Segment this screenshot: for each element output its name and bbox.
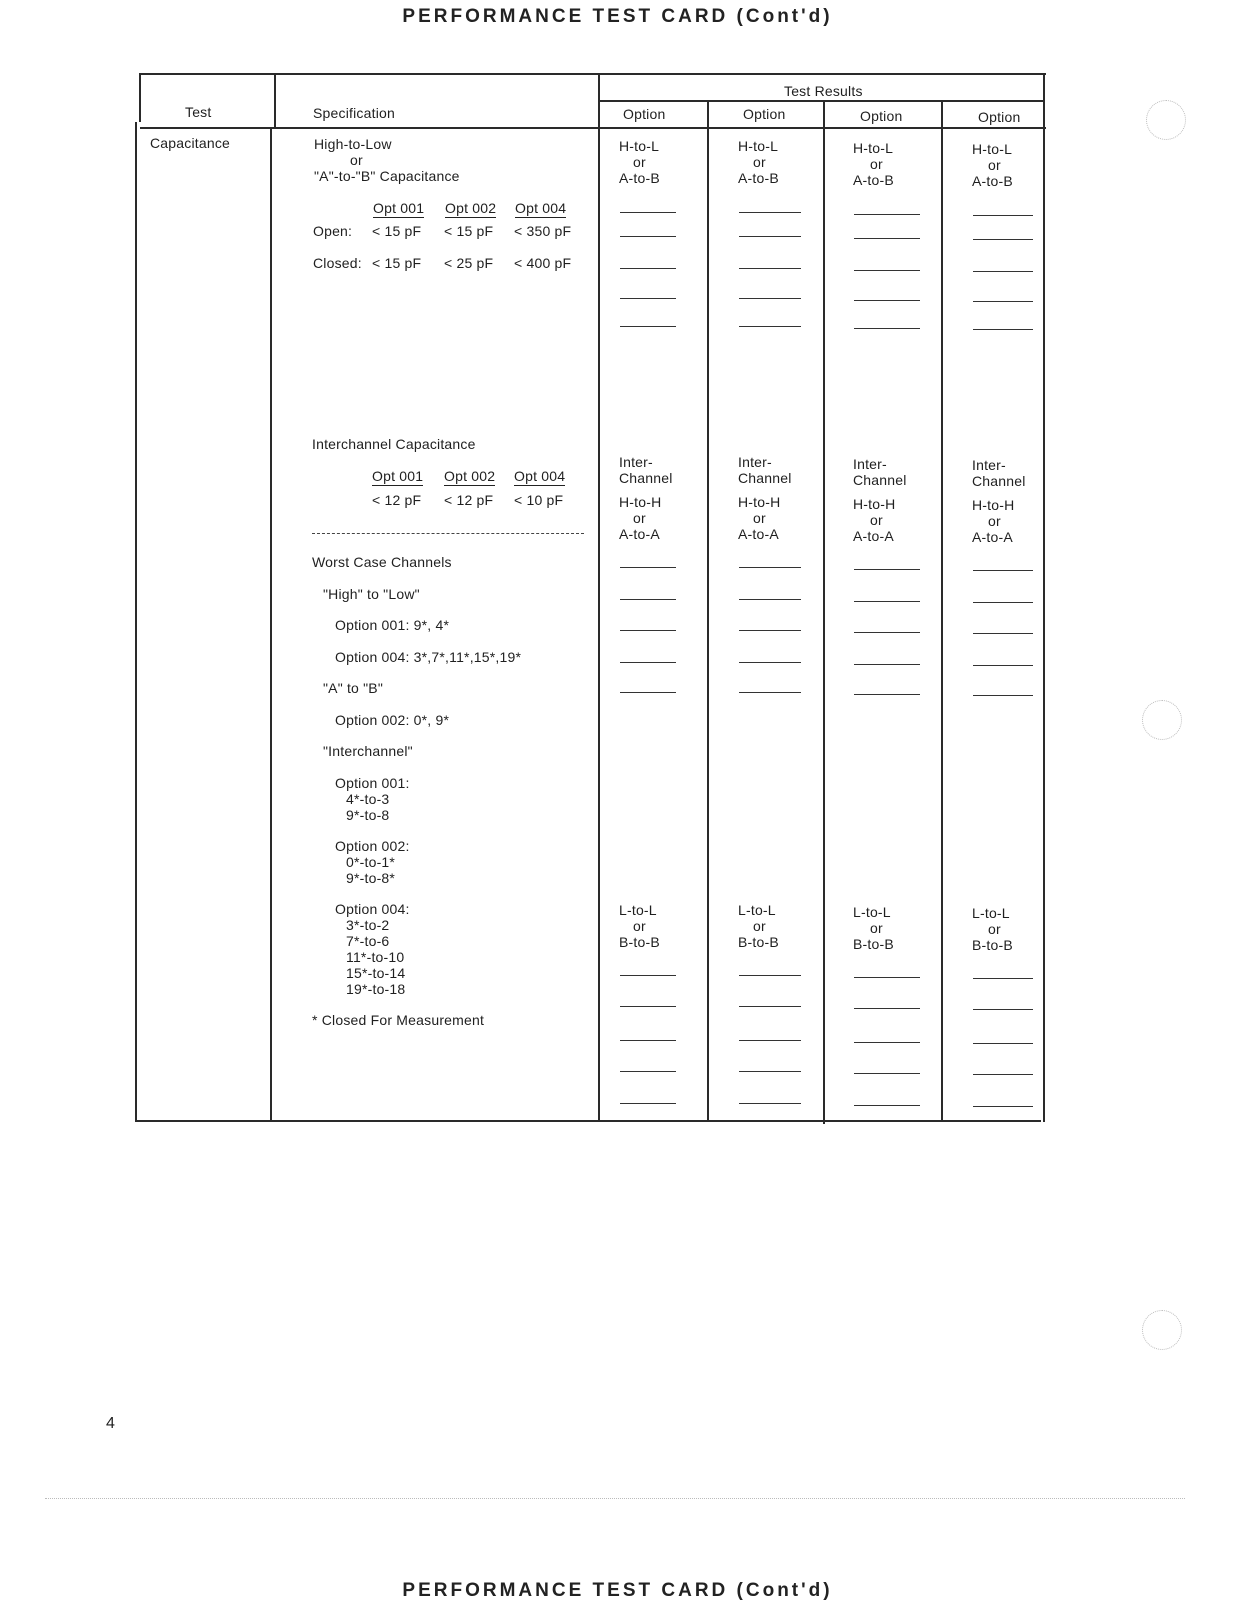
wc-ic-opt004-title: Option 004: xyxy=(335,901,410,917)
result-blank xyxy=(854,270,920,271)
wc-ic-opt004-line: 15*-to-14 xyxy=(346,965,406,981)
result-label-ll: B-to-B xyxy=(738,934,779,950)
hl-open-value-2: < 15 pF xyxy=(444,223,494,239)
result-label-hh: or xyxy=(988,513,1001,529)
result-blank xyxy=(973,665,1033,666)
result-label-hh: A-to-A xyxy=(853,528,894,544)
ic-value-3: < 10 pF xyxy=(514,492,564,508)
result-label-interchannel: Channel xyxy=(738,470,792,486)
result-blank xyxy=(739,630,801,631)
result-label-hh: A-to-A xyxy=(972,529,1013,545)
hl-closed-value-1: < 15 pF xyxy=(372,255,422,271)
result-label-hl: or xyxy=(633,154,646,170)
result-blank xyxy=(854,328,920,329)
ic-opt-header-1: Opt 001 xyxy=(372,468,424,484)
result-blank xyxy=(973,633,1033,634)
hl-title-3: "A"-to-"B" Capacitance xyxy=(314,168,460,184)
wc-opt001: Option 001: 9*, 4* xyxy=(335,617,450,633)
result-blank xyxy=(854,1073,920,1074)
result-blank xyxy=(854,214,920,215)
result-blank xyxy=(739,975,801,976)
hl-title-1: High-to-Low xyxy=(314,136,392,152)
result-blank xyxy=(620,975,676,976)
result-blank xyxy=(739,268,801,269)
wc-title: Worst Case Channels xyxy=(312,554,452,570)
result-blank xyxy=(739,599,801,600)
result-blank xyxy=(973,215,1033,216)
result-blank xyxy=(620,692,676,693)
result-label-hl: or xyxy=(988,157,1001,173)
result-label-ll: L-to-L xyxy=(619,902,657,918)
wc-a-to-b: "A" to "B" xyxy=(323,680,384,696)
result-blank xyxy=(739,692,801,693)
result-label-hl: H-to-L xyxy=(972,141,1013,157)
result-label-hh: H-to-H xyxy=(738,494,781,510)
result-label-interchannel: Channel xyxy=(619,470,673,486)
result-blank xyxy=(973,1043,1033,1044)
result-label-interchannel: Channel xyxy=(972,473,1026,489)
result-label-interchannel: Channel xyxy=(853,472,907,488)
hl-opt-header-1: Opt 001 xyxy=(373,200,425,216)
result-blank xyxy=(739,236,801,237)
wc-ic-opt002-title: Option 002: xyxy=(335,838,410,854)
result-label-hl: H-to-L xyxy=(738,138,779,154)
wc-ic-opt004-line: 3*-to-2 xyxy=(346,917,390,933)
wc-opt004: Option 004: 3*,7*,11*,15*,19* xyxy=(335,649,522,665)
hl-open-value-3: < 350 pF xyxy=(514,223,572,239)
result-label-hh: A-to-A xyxy=(738,526,779,542)
hl-open-value-1: < 15 pF xyxy=(372,223,422,239)
result-label-interchannel: Inter- xyxy=(619,454,653,470)
wc-opt002: Option 002: 0*, 9* xyxy=(335,712,450,728)
spec-divider xyxy=(312,533,584,534)
result-label-hh: H-to-H xyxy=(619,494,662,510)
header-option-1: Option xyxy=(623,106,666,122)
hl-opt-header-3: Opt 004 xyxy=(515,200,567,216)
hl-open-label: Open: xyxy=(313,223,353,239)
result-label-hl: A-to-B xyxy=(853,172,894,188)
header-specification: Specification xyxy=(313,105,395,121)
header-option-3: Option xyxy=(860,108,903,124)
header-option-2: Option xyxy=(743,106,786,122)
result-label-hh: H-to-H xyxy=(972,497,1015,513)
result-blank xyxy=(973,1009,1033,1010)
result-blank xyxy=(739,1040,801,1041)
result-blank xyxy=(854,694,920,695)
header-test-results: Test Results xyxy=(784,83,863,99)
result-blank xyxy=(739,1071,801,1072)
result-blank xyxy=(620,298,676,299)
result-label-ll: or xyxy=(870,920,883,936)
result-label-interchannel: Inter- xyxy=(972,457,1006,473)
ic-title: Interchannel Capacitance xyxy=(312,436,476,452)
result-label-hl: A-to-B xyxy=(619,170,660,186)
result-blank xyxy=(973,695,1033,696)
wc-ic-opt004-line: 11*-to-10 xyxy=(346,949,405,965)
result-blank xyxy=(620,1040,676,1041)
hl-closed-value-3: < 400 pF xyxy=(514,255,572,271)
result-blank xyxy=(973,1074,1033,1075)
result-label-ll: or xyxy=(988,921,1001,937)
result-blank xyxy=(739,1103,801,1104)
header-option-4: Option xyxy=(978,109,1021,125)
result-blank xyxy=(739,567,801,568)
page-number: 4 xyxy=(106,1415,116,1432)
result-label-hl: A-to-B xyxy=(738,170,779,186)
binder-hole xyxy=(1142,1310,1182,1350)
result-label-ll: B-to-B xyxy=(853,936,894,952)
bottom-title: PERFORMANCE TEST CARD (Cont'd) xyxy=(402,1580,833,1601)
result-blank xyxy=(854,300,920,301)
result-blank xyxy=(739,298,801,299)
result-blank xyxy=(854,238,920,239)
test-name: Capacitance xyxy=(150,135,231,151)
result-label-ll: L-to-L xyxy=(738,902,776,918)
result-label-interchannel: Inter- xyxy=(853,456,887,472)
result-blank xyxy=(854,601,920,602)
result-blank xyxy=(620,630,676,631)
hl-title-2: or xyxy=(350,152,363,168)
ic-value-1: < 12 pF xyxy=(372,492,422,508)
binder-hole xyxy=(1146,100,1186,140)
result-label-ll: B-to-B xyxy=(619,934,660,950)
result-blank xyxy=(854,1042,920,1043)
wc-ic-opt002-line: 9*-to-8* xyxy=(346,870,396,886)
result-blank xyxy=(973,271,1033,272)
hl-closed-value-2: < 25 pF xyxy=(444,255,494,271)
binder-hole xyxy=(1142,700,1182,740)
result-blank xyxy=(973,301,1033,302)
result-blank xyxy=(973,570,1033,571)
ic-opt-header-3: Opt 004 xyxy=(514,468,566,484)
result-blank xyxy=(620,326,676,327)
wc-ic-opt001-line: 9*-to-8 xyxy=(346,807,390,823)
wc-ic-opt001-title: Option 001: xyxy=(335,775,410,791)
result-blank xyxy=(854,664,920,665)
result-label-hl: H-to-L xyxy=(619,138,660,154)
result-blank xyxy=(854,569,920,570)
wc-ic-opt002-line: 0*-to-1* xyxy=(346,854,396,870)
result-label-hh: H-to-H xyxy=(853,496,896,512)
result-label-ll: or xyxy=(633,918,646,934)
hl-opt-header-2: Opt 002 xyxy=(445,200,497,216)
result-blank xyxy=(854,977,920,978)
result-label-ll: L-to-L xyxy=(853,904,891,920)
result-label-hl: A-to-B xyxy=(972,173,1013,189)
result-blank xyxy=(973,329,1033,330)
result-label-hl: or xyxy=(753,154,766,170)
result-blank xyxy=(854,1105,920,1106)
result-label-hh: or xyxy=(870,512,883,528)
result-label-ll: or xyxy=(753,918,766,934)
wc-ic-opt004-line: 7*-to-6 xyxy=(346,933,390,949)
result-blank xyxy=(620,1103,676,1104)
result-label-hh: or xyxy=(633,510,646,526)
result-blank xyxy=(973,978,1033,979)
footnote: * Closed For Measurement xyxy=(312,1012,485,1028)
result-label-ll: L-to-L xyxy=(972,905,1010,921)
result-blank xyxy=(620,567,676,568)
result-label-ll: B-to-B xyxy=(972,937,1013,953)
result-blank xyxy=(620,599,676,600)
result-blank xyxy=(620,662,676,663)
result-blank xyxy=(739,662,801,663)
ic-opt-header-2: Opt 002 xyxy=(444,468,496,484)
wc-interchannel: "Interchannel" xyxy=(323,743,413,759)
result-blank xyxy=(620,268,676,269)
result-blank xyxy=(620,212,676,213)
result-blank xyxy=(620,1006,676,1007)
result-label-hl: or xyxy=(870,156,883,172)
result-blank xyxy=(973,239,1033,240)
result-blank xyxy=(854,632,920,633)
result-label-interchannel: Inter- xyxy=(738,454,772,470)
wc-ic-opt004-line: 19*-to-18 xyxy=(346,981,406,997)
wc-ic-opt001-line: 4*-to-3 xyxy=(346,791,390,807)
result-blank xyxy=(973,602,1033,603)
page-edge-rule xyxy=(45,1498,1185,1499)
header-test: Test xyxy=(185,104,212,120)
result-blank xyxy=(620,1071,676,1072)
result-blank xyxy=(739,212,801,213)
result-label-hh: or xyxy=(753,510,766,526)
result-blank xyxy=(854,1008,920,1009)
result-blank xyxy=(739,326,801,327)
result-blank xyxy=(973,1106,1033,1107)
ic-value-2: < 12 pF xyxy=(444,492,494,508)
result-label-hl: H-to-L xyxy=(853,140,894,156)
result-blank xyxy=(739,1006,801,1007)
hl-closed-label: Closed: xyxy=(313,255,362,271)
result-blank xyxy=(620,236,676,237)
wc-high-low: "High" to "Low" xyxy=(323,586,420,602)
result-label-hh: A-to-A xyxy=(619,526,660,542)
top-title: PERFORMANCE TEST CARD (Cont'd) xyxy=(402,6,833,27)
